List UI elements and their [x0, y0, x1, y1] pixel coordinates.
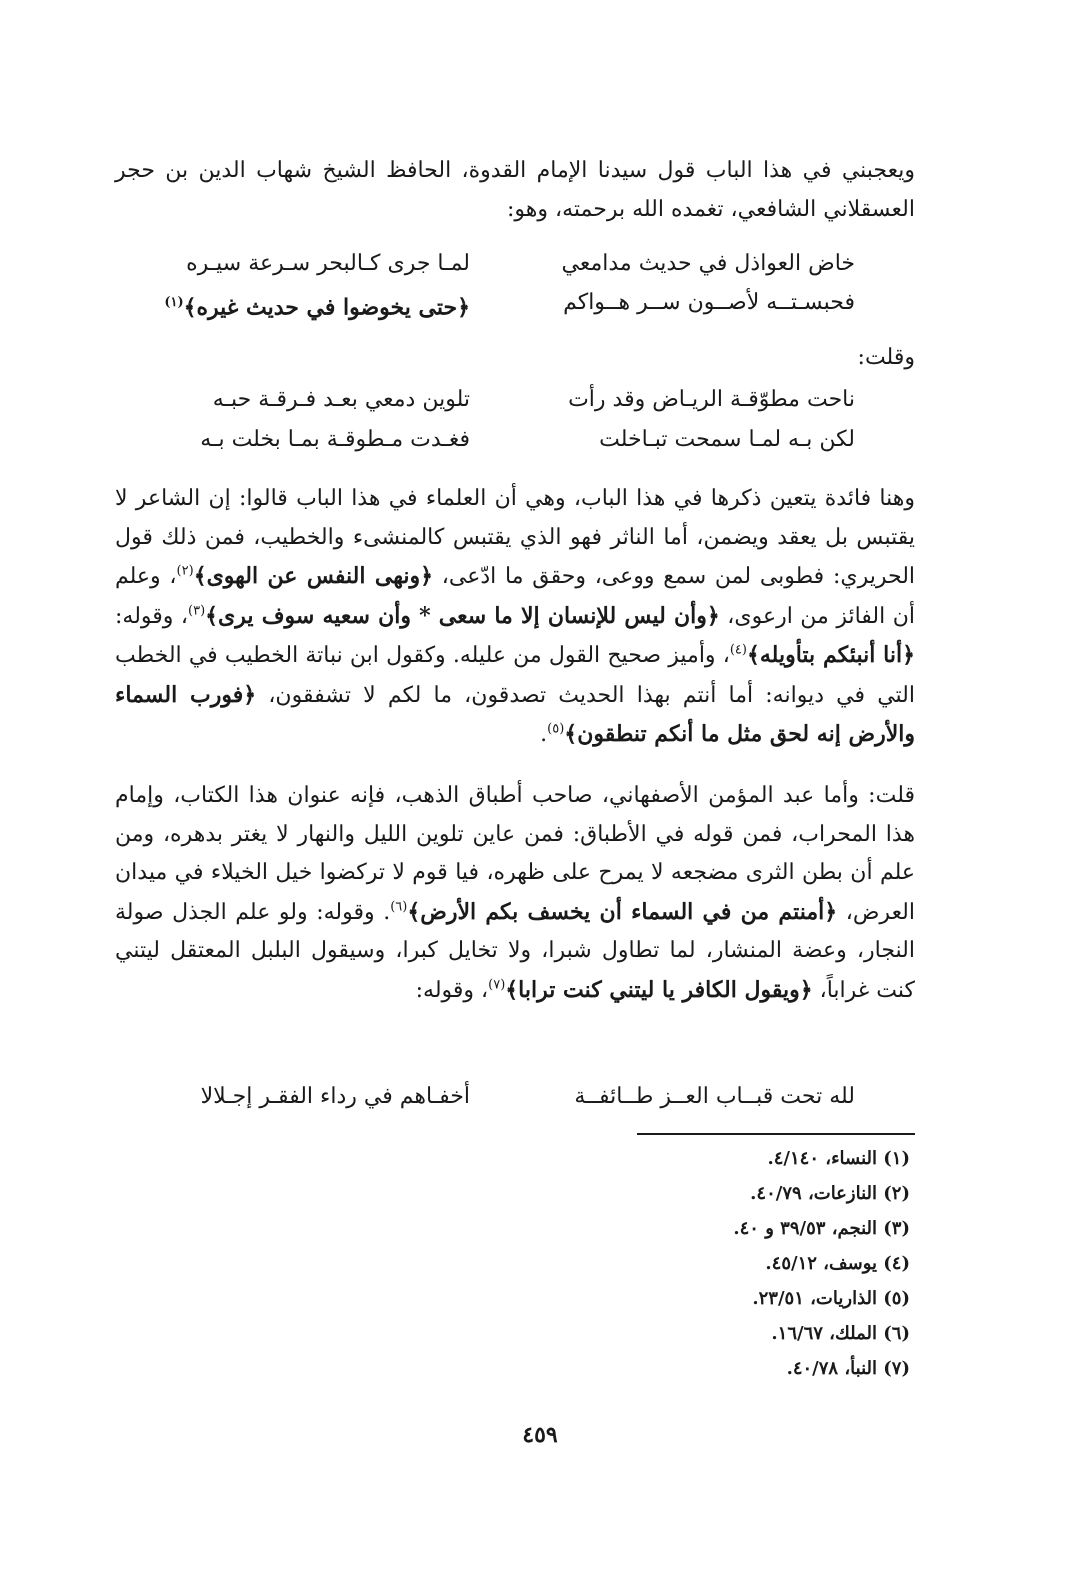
- poem3-first-hemistich: لله تحت قبــاب العــز طــائفــة: [574, 1084, 855, 1109]
- poem1-verse-2-first-hemistich: فحبسـتــه لأصــون ســر هــواكم: [563, 290, 855, 315]
- footnote-2: (٢) النازعات، ٤٠/٧٩.: [750, 1183, 910, 1204]
- footnote-ref: (١): [164, 295, 184, 310]
- quran-quote: ﴿حتى يخوضوا في حديث غيره﴾: [183, 294, 470, 321]
- poem2-verse-2: [130, 421, 855, 459]
- quran-quote: ﴿ونهى النفس عن الهوى﴾: [193, 563, 434, 589]
- footnote-separator: [637, 1133, 915, 1135]
- text-run: ، وقوله:: [415, 977, 489, 1003]
- footnote-6: (٦) الملك، ١٦/٦٧.: [771, 1323, 910, 1344]
- paragraph-iqtibas: [115, 480, 915, 755]
- poem3-second-hemistich: أخفـاهم في رداء الفقـر إجـلالا: [200, 1084, 470, 1109]
- text-run: قلت: وأما عبد المؤمن الأصفهاني، صاحب أطباق الذهب، فإنه عنوان هذا الكتاب، وإمام هذا المحراب، فمن قوله في الأطباق: فمن عاين تلوين الليل والنهار لا يغتر بدهره، ومن علم أن بطن الثرى مضجعه لا يمرح على ظهره، فيا قوم لا تركضوا خيل الخيلاء في ميدان العرض،: [115, 783, 915, 925]
- quran-quote: ﴿أنا أنبئكم بتأويله﴾: [746, 642, 915, 668]
- footnote-ref: (٣): [188, 603, 206, 619]
- poem2-verse-1-first-hemistich: ناحت مطوّقـة الريـاض وقد رأت: [568, 387, 855, 412]
- footnote-7: (٧) النبأ، ٤٠/٧٨.: [786, 1358, 910, 1379]
- poem2-verse-2-second-hemistich: فغـدت مـطوقـة بمـا بخلت بـه: [200, 427, 470, 452]
- quran-quote: ﴿أمنتم من في السماء أن يخسف بكم الأرض﴾: [407, 898, 838, 925]
- text-run: ، وأميز صحيح القول من عليله. وكقول ابن نباتة الخطيب في الخطب التي في ديوانه: أما أنتم بهذا الحديث تصدقون، ما لكم لا تشفقون،: [115, 643, 915, 708]
- text-run: ، وقوله:: [115, 603, 189, 629]
- footnote-ref: (٧): [488, 977, 506, 993]
- poem1-verse-2: [130, 284, 855, 322]
- footnote-ref: (٤): [729, 642, 747, 658]
- paragraph-isfahani: [115, 777, 915, 1010]
- footnote-4: (٤) يوسف، ٤٥/١٢.: [765, 1253, 910, 1274]
- poem1-verse-1: [130, 245, 855, 283]
- text-run: .: [540, 722, 548, 747]
- quran-quote: ﴿ويقول الكافر يا ليتني كنت ترابا﴾: [505, 976, 813, 1003]
- poem1-verse-1-second-hemistich: لمـا جرى كـالبحر سـرعة سيـره: [186, 251, 470, 276]
- footnote-ref: (٥): [547, 721, 565, 737]
- poem2-verse-2-first-hemistich: لكن بـه لمـا سمحت تبـاخلت: [599, 427, 855, 452]
- poem2-verse-1-second-hemistich: تلوين دمعي بعـد فـرقـة حبـه: [212, 387, 470, 412]
- footnote-5: (٥) الذاريات، ٢٣/٥١.: [752, 1288, 910, 1309]
- quran-quote: ﴿وأن ليس للإنسان إلا ما سعى * وأن سعيه سوف يرى﴾: [205, 602, 720, 629]
- poem3-verse: [130, 1078, 855, 1116]
- page-number: ٤٥٩: [522, 1422, 558, 1448]
- footnote-ref: (٦): [390, 899, 408, 915]
- poem2-verse-1: [130, 381, 855, 419]
- intro-paragraph: [115, 152, 915, 229]
- footnote-3: (٣) النجم، ٣٩/٥٣ و ٤٠.: [733, 1218, 910, 1239]
- poem1-verse-2-second-hemistich: [130, 284, 470, 326]
- footnote-1: (١) النساء، ٤/١٤٠.: [767, 1148, 910, 1169]
- intro-text: ويعجبني في هذا الباب قول سيدنا الإمام القدوة، الحافظ الشيخ شهاب الدين بن حجر العسقلاني الشافعي، تغمده الله برحمته، وهو:: [115, 158, 915, 222]
- label-qultu: وقلت:: [857, 345, 915, 370]
- quran-quote: ﴿فورب السماء والأرض إنه لحق مثل ما أنكم تنطقون﴾: [115, 681, 915, 747]
- footnote-ref: (٢): [176, 563, 194, 579]
- poem1-verse-1-first-hemistich: خاض العواذل في حديث مدامعي: [561, 251, 855, 276]
- text-run: ، وعلم أن الفائز من ارعوى،: [115, 564, 916, 629]
- text-run: وهنا فائدة يتعين ذكرها في هذا الباب، وهي أن العلماء في هذا الباب قالوا: إن الشاعر لا يقتبس بل يعقد ويضمن، أما الناثر فهو الذي يقتبس كالمنشىء والخطيب، فمن ذلك قول الحريري: فطوبى لمن سمع ووعى، وحقق ما ادّعى،: [115, 486, 916, 589]
- text-run: . وقوله: ولو علم الجذل صولة النجار، وعضة المنشار، لما تطاول شبرا، ولا تخايل كبرا، وسيقول البلبل المعتقل ليتني كنت غراباً،: [115, 899, 915, 1003]
